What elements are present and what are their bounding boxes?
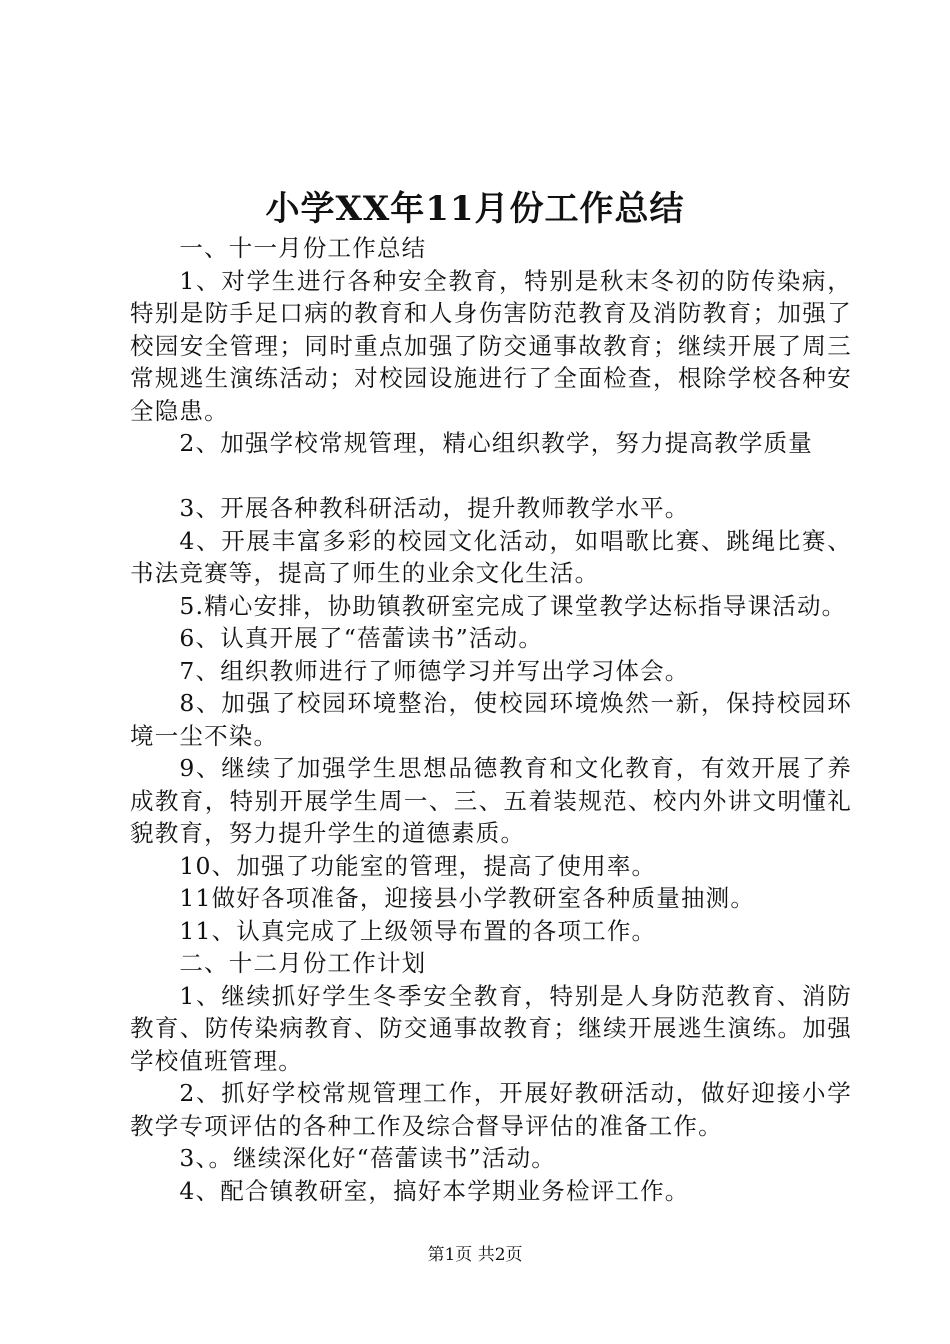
paragraph: 11做好各项准备，迎接县小学教研室各种质量抽测。 [179, 884, 756, 912]
paragraph: 8、加强了校园环境整治，使校园环境焕然一新，保持校园环境一尘不染。 [130, 689, 852, 750]
paragraph: 3、开展各种教科研活动，提升教师教学水平。 [179, 494, 690, 522]
paragraph: 4、配合镇教研室，搞好本学期业务检评工作。 [179, 1176, 690, 1205]
paragraph: 3、。继续深化好“蓓蕾读书”活动。 [179, 1144, 556, 1172]
paragraph: 7、组织教师进行了师德学习并写出学习体会。 [179, 656, 690, 685]
document-title: 小学XX年11月份工作总结 [265, 189, 685, 229]
paragraph: 11、认真完成了上级领导布置的各项工作。 [179, 916, 657, 945]
paragraph: 9、继续了加强学生思想品德教育和文化教育，有效开展了养成教育，特别开展学生周一、三、五着装规范、校内外讲文明懂礼貌教育，努力提升学生的道德素质。 [130, 754, 852, 847]
paragraph: 2、抓好学校常规管理工作，开展好教研活动，做好迎接小学教学专项评估的各种工作及综合督导评估的准备工作。 [130, 1079, 852, 1140]
blank-line [130, 460, 852, 493]
document-body [130, 232, 852, 1207]
page-footer: 第1页 共2页 [427, 1245, 523, 1265]
paragraph: 5.精心安排，协助镇教研室完成了课堂教学达标指导课活动。 [179, 591, 847, 620]
paragraph: 4、开展丰富多彩的校园文化活动，如唱歌比赛、跳绳比赛、书法竞赛等，提高了师生的业余文化生活。 [130, 526, 852, 587]
paragraph: 10、加强了功能室的管理，提高了使用率。 [179, 851, 657, 880]
paragraph: 6、认真开展了“蓓蕾读书”活动。 [179, 624, 544, 652]
section-heading-december-plan: 二、十二月份工作计划 [179, 949, 427, 977]
paragraph: 2、加强学校常规管理，精心组织教学，努力提高教学质量 [179, 429, 813, 457]
section-heading-november-summary: 一、十一月份工作总结 [179, 234, 427, 262]
paragraph: 1、对学生进行各种安全教育，特别是秋末冬初的防传染病，特别是防手足口病的教育和人身伤害防范教育及消防教育；加强了校园安全管理；同时重点加强了防交通事故教育；继续开展了周三常规逃生演练活动；对校园设施进行了全面检查，根除学校各种安全隐患。 [130, 266, 852, 425]
paragraph: 1、继续抓好学生冬季安全教育，特别是人身防范教育、消防教育、防传染病教育、防交通事故教育；继续开展逃生演练。加强学校值班管理。 [130, 981, 852, 1075]
